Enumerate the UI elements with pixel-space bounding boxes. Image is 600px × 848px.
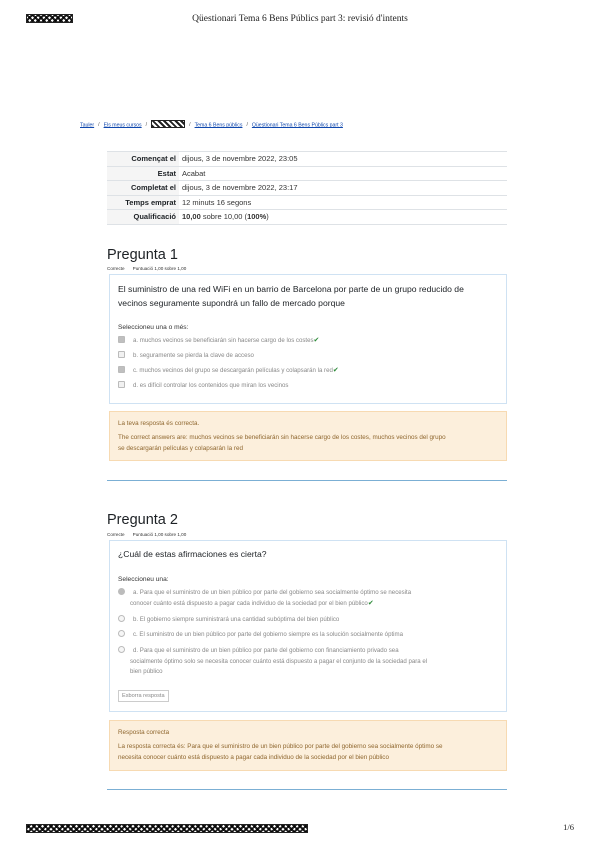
- check-mark-icon: ✔: [367, 600, 374, 607]
- breadcrumb: Tauler / Els meus cursos / / Tema 6 Bens públics / Qüestionari Tema 6 Bens Públics part 3: [80, 121, 343, 129]
- summary-value: dijous, 3 de novembre 2022, 23:17: [179, 181, 507, 196]
- question-1-title: Pregunta 1: [107, 247, 178, 263]
- table-row: [107, 195, 507, 210]
- option-label: c. muchos vecinos del grupo se descargarán películas y colapsarán la red: [133, 367, 333, 374]
- summary-key: Temps emprat: [107, 195, 179, 210]
- question-1-text-line2: vecinos seguramente supondrá un fallo de mercado porque: [118, 298, 345, 308]
- option-d[interactable]: [118, 646, 399, 656]
- feedback-line: La resposta correcta és: Para que el suministro de un bien público por parte del gobierno sea socialmente óptimo se: [118, 743, 443, 750]
- option-label: conocer cuánto está dispuesto a pagar cada individuo de la sociedad por el bien público: [130, 600, 368, 607]
- radio-icon[interactable]: [118, 588, 125, 595]
- question-points: Puntuació 1,00 sobre 1,00: [132, 266, 187, 271]
- clear-answer-button[interactable]: Esborra resposta: [118, 690, 169, 702]
- question-2-text: ¿Cuál de estas afirmaciones es cierta?: [118, 549, 267, 559]
- option-label: a. muchos vecinos se beneficiarán sin hacerse cargo de los costes: [133, 337, 314, 344]
- divider: [107, 789, 507, 790]
- table-row: [107, 166, 507, 181]
- option-d[interactable]: [118, 381, 288, 391]
- option-b[interactable]: [118, 351, 254, 361]
- option-label: socialmente óptimo solo se necesita conocer cuánto está dispuesto a pagar el conjunto de la sociedad para el: [130, 658, 428, 665]
- option-d-cont: [130, 667, 163, 677]
- check-mark-icon: ✔: [313, 337, 320, 344]
- page-header-title: Qüestionari Tema 6 Bens Públics part 3: revisió d'intents: [192, 14, 408, 24]
- breadcrumb-link-my-courses[interactable]: Els meus cursos: [103, 122, 142, 129]
- radio-icon[interactable]: [118, 615, 125, 622]
- question-1-box: [109, 274, 507, 404]
- redacted-block: [151, 120, 185, 128]
- summary-value: 12 minuts 16 segons: [179, 195, 507, 210]
- feedback-title: Resposta correcta: [118, 729, 170, 736]
- option-a[interactable]: [118, 588, 411, 598]
- option-label: d. Para que el suministro de un bien público por parte del gobierno con financiamiento privado sea: [133, 647, 399, 654]
- option-label: d. es difícil controlar los contenidos que miran los vecinos: [133, 382, 289, 389]
- option-label: b. seguramente se pierda la clave de acceso: [133, 352, 254, 359]
- feedback-line: se descargarán películas y colapsarán la red: [118, 445, 243, 452]
- grade-score: 10,00: [182, 212, 201, 222]
- summary-key: Començat el: [107, 152, 179, 167]
- feedback-line: The correct answers are: muchos vecinos se beneficiarán sin hacerse cargo de los costes, muchos vecinos del grupo: [118, 434, 446, 441]
- summary-value: Acabat: [179, 166, 507, 181]
- checkbox-icon[interactable]: [118, 366, 125, 373]
- check-mark-icon: ✔: [332, 367, 339, 374]
- option-b[interactable]: [118, 615, 339, 625]
- option-c[interactable]: [118, 366, 339, 376]
- option-d-cont: [130, 657, 427, 667]
- checkbox-icon[interactable]: [118, 381, 125, 388]
- breadcrumb-link-topic[interactable]: Tema 6 Bens públics: [194, 122, 243, 129]
- question-1-meta: [107, 266, 194, 271]
- grade-end: ): [266, 212, 269, 222]
- question-2-box: [109, 540, 507, 712]
- table-row: [107, 181, 507, 196]
- breadcrumb-link-quiz[interactable]: Qüestionari Tema 6 Bens Públics part 3: [251, 122, 343, 129]
- feedback-title: La teva resposta és correcta.: [118, 420, 200, 427]
- option-label: bien público: [130, 668, 163, 675]
- page-number: 1/6: [563, 822, 574, 832]
- summary-key: Estat: [107, 166, 179, 181]
- question-2-feedback: [109, 720, 507, 771]
- divider: [107, 480, 507, 481]
- table-row: [107, 210, 507, 225]
- summary-key: Qualificació: [107, 210, 179, 225]
- option-a-cont: [130, 599, 374, 609]
- grade-mid: sobre 10,00 (: [200, 212, 248, 222]
- grade-percent: 100%: [247, 212, 267, 222]
- option-a[interactable]: [118, 336, 319, 346]
- answer-prompt: Seleccioneu una:: [118, 576, 169, 583]
- feedback-line: necesita conocer cuánto está dispuesto a pagar cada individuo de la sociedad por el bien público: [118, 754, 389, 761]
- table-row: [107, 152, 507, 167]
- option-label: c. El suministro de un bien público por parte del gobierno siempre es la solución socialmente óptima: [133, 631, 403, 638]
- breadcrumb-link-dashboard[interactable]: Tauler: [80, 122, 95, 129]
- answer-prompt: Seleccioneu una o més:: [118, 324, 189, 331]
- checkbox-icon[interactable]: [118, 351, 125, 358]
- summary-value: dijous, 3 de novembre 2022, 23:05: [179, 152, 507, 167]
- checkbox-icon[interactable]: [118, 336, 125, 343]
- question-2-meta: [107, 532, 194, 537]
- summary-grade: [179, 210, 507, 225]
- attempt-summary-table: [107, 151, 507, 225]
- question-1-text-line1: El suministro de una red WiFi en un barrio de Barcelona por parte de un grupo reducido de: [118, 284, 464, 294]
- radio-icon[interactable]: [118, 630, 125, 637]
- question-1-feedback: [109, 411, 507, 461]
- summary-key: Completat el: [107, 181, 179, 196]
- radio-icon[interactable]: [118, 646, 125, 653]
- question-points: Puntuació 1,00 sobre 1,00: [132, 532, 187, 537]
- option-label: b. El gobierno siempre suministrará una cantidad subóptima del bien público: [133, 616, 340, 623]
- question-status: Correcte: [107, 266, 125, 271]
- question-status: Correcte: [107, 532, 125, 537]
- option-label: a. Para que el suministro de un bien público por parte del gobierno sea socialmente óptimo se necesita: [133, 589, 412, 596]
- redacted-block: [26, 824, 308, 833]
- question-2-title: Pregunta 2: [107, 512, 178, 528]
- option-c[interactable]: [118, 630, 403, 640]
